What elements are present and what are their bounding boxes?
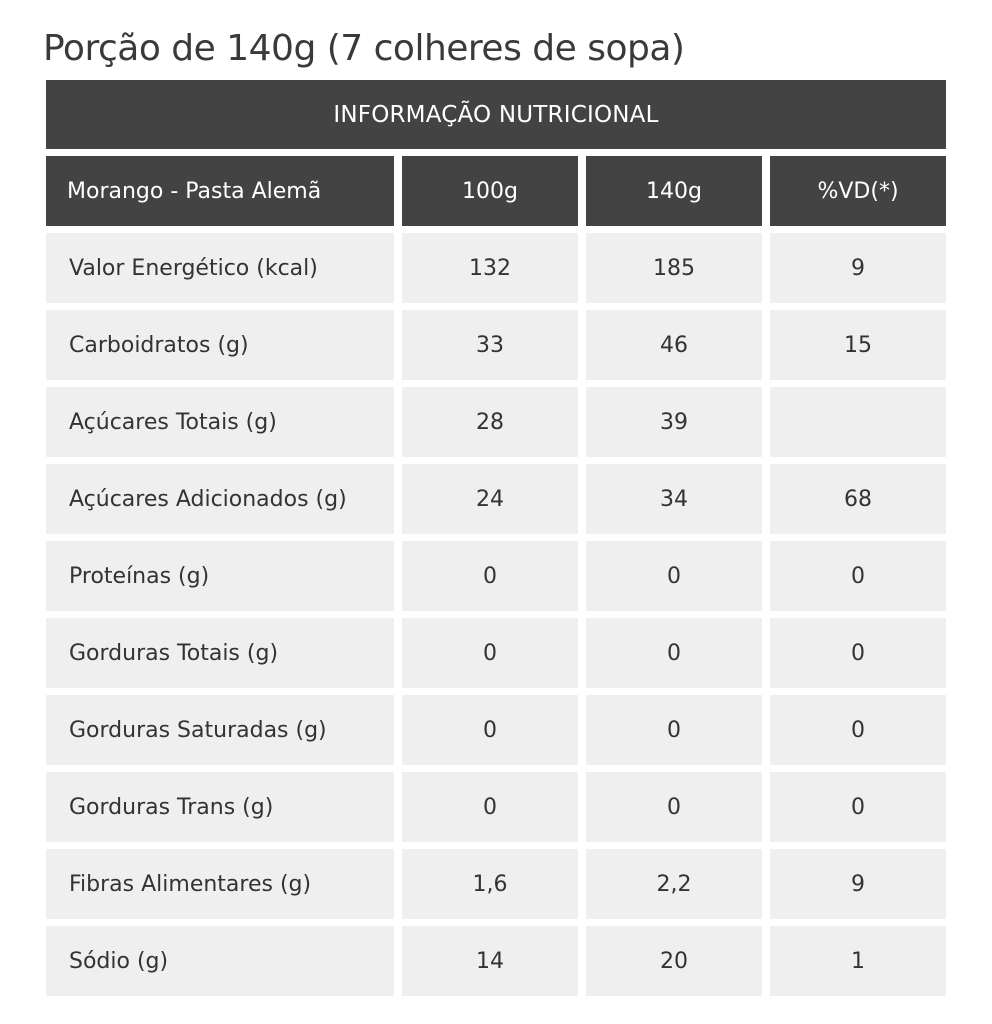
portion-title: Porção de 140g (7 colheres de sopa) bbox=[43, 28, 685, 69]
row-carbs-vd: 15 bbox=[770, 310, 946, 380]
row-total-sugars-140g: 39 bbox=[586, 387, 762, 457]
row-total-fat-140g: 0 bbox=[586, 618, 762, 688]
row-name-carbs: Carboidratos (g) bbox=[46, 310, 394, 380]
row-name-proteins: Proteínas (g) bbox=[46, 541, 394, 611]
row-total-sugars-vd bbox=[770, 387, 946, 457]
row-proteins-100g: 0 bbox=[402, 541, 578, 611]
row-name-trans-fat: Gorduras Trans (g) bbox=[46, 772, 394, 842]
row-trans-fat-vd: 0 bbox=[770, 772, 946, 842]
row-saturated-fat-vd: 0 bbox=[770, 695, 946, 765]
header-product: Morango - Pasta Alemã bbox=[46, 156, 394, 226]
row-name-total-fat: Gorduras Totais (g) bbox=[46, 618, 394, 688]
header-vd: %VD(*) bbox=[770, 156, 946, 226]
row-name-added-sugars: Açúcares Adicionados (g) bbox=[46, 464, 394, 534]
row-carbs-140g: 46 bbox=[586, 310, 762, 380]
row-saturated-fat-140g: 0 bbox=[586, 695, 762, 765]
row-fiber-140g: 2,2 bbox=[586, 849, 762, 919]
row-saturated-fat-100g: 0 bbox=[402, 695, 578, 765]
row-added-sugars-vd: 68 bbox=[770, 464, 946, 534]
row-proteins-140g: 0 bbox=[586, 541, 762, 611]
nutrition-table-banner: INFORMAÇÃO NUTRICIONAL bbox=[46, 80, 946, 149]
row-fiber-100g: 1,6 bbox=[402, 849, 578, 919]
header-100g: 100g bbox=[402, 156, 578, 226]
row-total-fat-vd: 0 bbox=[770, 618, 946, 688]
row-energy-vd: 9 bbox=[770, 233, 946, 303]
header-140g: 140g bbox=[586, 156, 762, 226]
row-carbs-100g: 33 bbox=[402, 310, 578, 380]
row-sodium-vd: 1 bbox=[770, 926, 946, 996]
row-energy-100g: 132 bbox=[402, 233, 578, 303]
nutrition-table bbox=[46, 156, 946, 996]
row-trans-fat-100g: 0 bbox=[402, 772, 578, 842]
row-added-sugars-140g: 34 bbox=[586, 464, 762, 534]
row-energy-140g: 185 bbox=[586, 233, 762, 303]
row-name-total-sugars: Açúcares Totais (g) bbox=[46, 387, 394, 457]
row-fiber-vd: 9 bbox=[770, 849, 946, 919]
row-proteins-vd: 0 bbox=[770, 541, 946, 611]
row-sodium-100g: 14 bbox=[402, 926, 578, 996]
row-name-energy: Valor Energético (kcal) bbox=[46, 233, 394, 303]
row-name-fiber: Fibras Alimentares (g) bbox=[46, 849, 394, 919]
row-sodium-140g: 20 bbox=[586, 926, 762, 996]
row-total-fat-100g: 0 bbox=[402, 618, 578, 688]
row-added-sugars-100g: 24 bbox=[402, 464, 578, 534]
row-total-sugars-100g: 28 bbox=[402, 387, 578, 457]
row-trans-fat-140g: 0 bbox=[586, 772, 762, 842]
row-name-sodium: Sódio (g) bbox=[46, 926, 394, 996]
row-name-saturated-fat: Gorduras Saturadas (g) bbox=[46, 695, 394, 765]
